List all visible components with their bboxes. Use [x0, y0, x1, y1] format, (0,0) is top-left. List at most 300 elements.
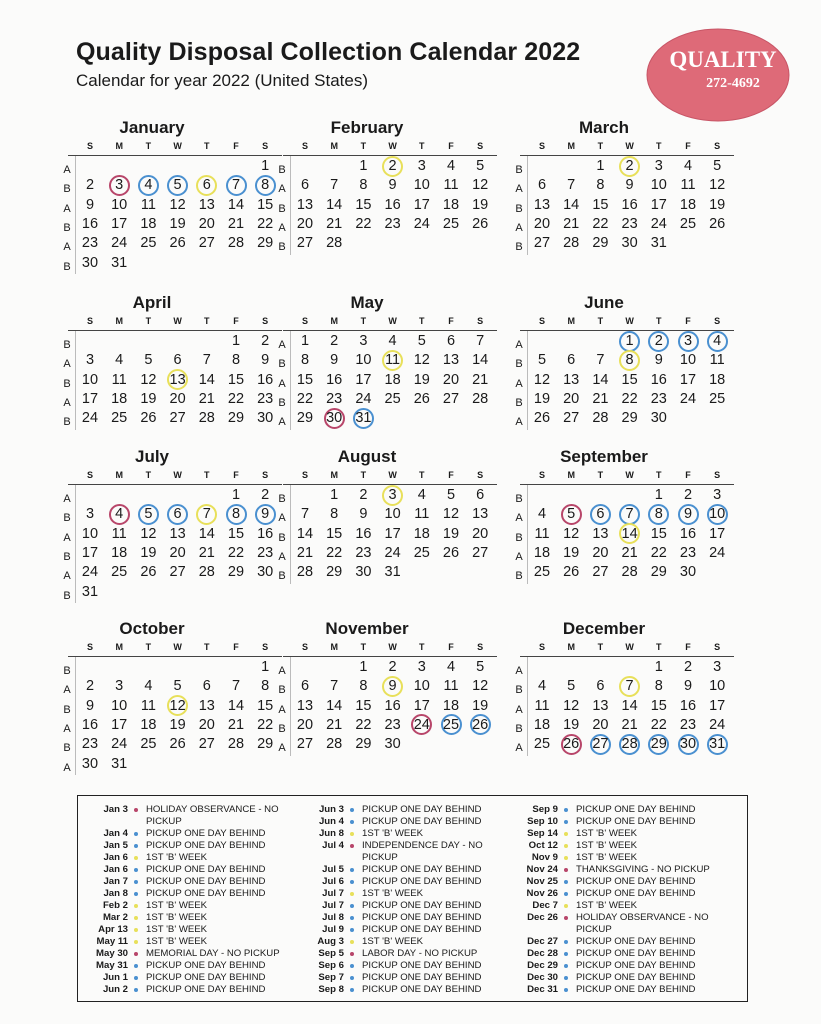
day-number: 12	[169, 697, 186, 714]
day-number: 20	[563, 390, 580, 407]
day-number: 16	[679, 697, 697, 714]
week-label: B	[515, 531, 523, 544]
day-number: 6	[300, 678, 310, 695]
weekday-header: T	[419, 642, 425, 652]
day-number: 13	[533, 196, 551, 213]
weekday-header: S	[477, 141, 484, 151]
week-label: B	[278, 531, 286, 544]
week-label: B	[278, 164, 286, 176]
day-number: 12	[709, 177, 726, 194]
day-number: 12	[472, 678, 489, 695]
day-number: 20	[296, 716, 314, 733]
legend-text: 1ST 'B' WEEK	[146, 912, 208, 923]
legend-date: Feb 2	[102, 900, 128, 911]
legend-text: 1ST 'B' WEEK	[576, 852, 638, 863]
day-number: 14	[326, 196, 343, 213]
day-number: 5	[476, 158, 485, 174]
day-number: 27	[563, 410, 580, 427]
day-number: 10	[679, 352, 697, 369]
legend-date: Aug 3	[317, 936, 344, 947]
legend-date: Sep 14	[527, 828, 558, 839]
day-number: 2	[625, 158, 634, 174]
day-number: 9	[359, 506, 368, 523]
day-number: 16	[384, 697, 401, 714]
weekday-header: S	[477, 470, 484, 480]
legend-dot-behind	[134, 832, 138, 836]
day-number: 13	[472, 506, 489, 523]
legend-date: Jul 4	[322, 840, 344, 851]
legend-date: Jul 7	[322, 888, 344, 899]
legend-date: Sep 5	[318, 948, 344, 959]
week-label: A	[63, 761, 71, 774]
day-number: 20	[169, 390, 186, 407]
day-number: 26	[563, 736, 580, 753]
day-number: 30	[257, 564, 274, 581]
day-number: 17	[111, 215, 128, 232]
day-number: 20	[592, 716, 609, 733]
day-number: 15	[650, 525, 667, 542]
weekday-header: W	[173, 316, 182, 326]
legend-date: Jan 5	[103, 840, 128, 851]
month-title: March	[578, 118, 630, 137]
legend-text: 1ST 'B' WEEK	[146, 924, 208, 935]
weekday-header: T	[419, 470, 425, 480]
day-number: 22	[257, 716, 274, 733]
weekday-header: S	[262, 642, 269, 652]
legend-dot-behind	[134, 892, 138, 896]
week-label: B	[278, 202, 286, 215]
month-title: October	[119, 619, 185, 638]
day-number: 2	[683, 659, 693, 675]
week-label: A	[515, 416, 523, 429]
day-number: 18	[442, 196, 460, 213]
day-number: 26	[169, 235, 186, 252]
day-number: 22	[326, 544, 343, 561]
weekday-header: S	[262, 141, 269, 151]
day-number: 28	[472, 390, 489, 407]
legend-date: Jul 7	[322, 900, 344, 911]
day-number: 30	[650, 410, 667, 427]
weekday-header: T	[204, 470, 210, 480]
day-number: 16	[257, 371, 274, 388]
day-number: 14	[621, 525, 638, 542]
day-number: 22	[650, 716, 667, 733]
day-number: 15	[592, 196, 609, 213]
legend-dot-holiday	[134, 952, 138, 956]
day-number: 26	[442, 544, 460, 561]
day-number: 18	[111, 390, 128, 407]
day-number: 29	[296, 410, 314, 427]
day-number: 8	[231, 352, 241, 369]
day-number: 13	[169, 525, 186, 542]
day-number: 12	[140, 525, 157, 542]
weekday-header: W	[625, 470, 634, 480]
legend-dot-behind	[134, 868, 138, 872]
week-label: A	[63, 570, 71, 583]
day-number: 5	[567, 506, 576, 523]
legend-dot-bweek	[350, 892, 354, 896]
day-number: 31	[650, 235, 667, 252]
legend-dot-bweek	[350, 940, 354, 944]
day-number: 20	[198, 215, 215, 232]
day-number: 8	[231, 506, 241, 523]
day-number: 19	[563, 544, 580, 561]
day-number: 15	[296, 371, 314, 388]
day-number: 22	[621, 390, 638, 407]
day-number: 7	[625, 678, 634, 695]
day-number: 18	[384, 371, 401, 388]
legend-date: Jan 4	[103, 828, 128, 839]
day-number: 7	[625, 506, 634, 523]
day-number: 11	[385, 352, 401, 369]
day-number: 20	[169, 544, 186, 561]
weekday-header: S	[86, 141, 93, 151]
legend-dot-behind	[564, 880, 568, 884]
day-number: 5	[446, 487, 456, 503]
day-number: 25	[111, 564, 128, 581]
day-number: 22	[227, 390, 245, 407]
day-number: 9	[683, 506, 693, 523]
day-number: 27	[296, 736, 314, 753]
day-number: 1	[654, 659, 663, 675]
day-number: 6	[476, 487, 485, 503]
day-number: 28	[198, 564, 215, 581]
week-label: A	[278, 512, 286, 525]
day-number: 4	[446, 659, 456, 675]
day-number: 3	[683, 333, 693, 349]
day-number: 18	[442, 697, 460, 714]
legend-date: Jun 8	[318, 828, 344, 839]
legend-date: Apr 13	[98, 924, 128, 935]
page-title: Quality Disposal Collection Calendar 2022	[76, 38, 581, 66]
legend-date: Dec 26	[527, 912, 558, 923]
legend-dot-behind	[134, 964, 138, 968]
weekday-header: W	[388, 470, 397, 480]
day-number: 30	[355, 564, 372, 581]
day-number: 3	[654, 158, 663, 174]
day-number: 4	[537, 506, 547, 523]
day-number: 28	[621, 564, 638, 581]
week-label: B	[515, 202, 523, 215]
day-number: 10	[81, 371, 99, 388]
day-number: 6	[173, 506, 182, 523]
legend-text: PICKUP ONE DAY BEHIND	[576, 972, 696, 983]
day-number: 27	[592, 736, 609, 753]
day-number: 19	[140, 390, 157, 407]
day-number: 1	[231, 333, 241, 349]
day-number: 5	[567, 678, 576, 695]
legend-date: Jul 5	[322, 864, 344, 875]
day-number: 14	[621, 697, 638, 714]
weekday-header: S	[477, 642, 484, 652]
weekday-header: S	[477, 316, 484, 326]
legend-text: PICKUP ONE DAY BEHIND	[362, 912, 482, 923]
day-number: 17	[709, 697, 726, 714]
legend-date: Jun 2	[102, 984, 128, 995]
legend-text: PICKUP ONE DAY BEHIND	[362, 960, 482, 971]
weekday-header: M	[567, 470, 575, 480]
day-number: 29	[592, 235, 609, 252]
legend-dot-behind	[350, 964, 354, 968]
day-number: 24	[413, 716, 430, 733]
day-number: 14	[296, 525, 314, 542]
weekday-header: W	[625, 642, 634, 652]
month-title: November	[325, 619, 409, 638]
weekday-header: S	[714, 141, 721, 151]
day-number: 25	[140, 736, 157, 753]
month-title: December	[562, 619, 646, 638]
day-number: 21	[326, 215, 343, 232]
legend-text: PICKUP ONE DAY BEHIND	[146, 984, 266, 995]
day-number: 29	[257, 736, 274, 753]
day-number: 12	[563, 697, 580, 714]
day-number: 22	[257, 215, 274, 232]
legend-text: 1ST 'B' WEEK	[576, 900, 638, 911]
day-number: 26	[563, 564, 580, 581]
day-number: 26	[140, 410, 157, 427]
legend-date: Dec 30	[527, 972, 558, 983]
legend-dot-behind	[350, 976, 354, 980]
day-number: 21	[472, 371, 489, 388]
week-label: A	[515, 183, 523, 196]
legend-date: Sep 10	[527, 816, 558, 827]
day-number: 14	[198, 525, 215, 542]
day-number: 5	[476, 659, 485, 675]
weekday-header: M	[330, 141, 338, 151]
weekday-header: S	[86, 316, 93, 326]
month-title: July	[134, 447, 170, 466]
weekday-header: M	[567, 642, 575, 652]
weekday-header: M	[330, 316, 338, 326]
month-title: January	[119, 118, 185, 137]
day-number: 1	[654, 487, 663, 503]
week-label: B	[63, 260, 71, 273]
day-number: 19	[169, 716, 186, 733]
day-number: 3	[359, 333, 368, 349]
weekday-header: S	[538, 470, 545, 480]
week-label: A	[278, 665, 286, 677]
week-label: B	[515, 241, 523, 254]
day-number: 6	[202, 678, 211, 695]
weekday-header: S	[301, 316, 308, 326]
week-label: A	[278, 183, 286, 196]
day-number: 25	[533, 736, 551, 753]
day-number: 21	[296, 544, 314, 561]
day-number: 8	[654, 506, 663, 523]
day-number: 27	[472, 544, 489, 561]
weekday-header: M	[330, 470, 338, 480]
legend-dot-behind	[134, 976, 138, 980]
weekday-header: M	[115, 141, 123, 151]
day-number: 14	[227, 196, 245, 213]
legend-date: Jun 4	[318, 816, 344, 827]
legend-dot-behind	[564, 808, 568, 812]
week-label: A	[63, 684, 71, 697]
logo-word: QUALITY	[669, 47, 777, 72]
week-label: A	[278, 703, 286, 716]
day-number: 15	[355, 697, 372, 714]
legend-dot-behind	[350, 880, 354, 884]
legend-text: PICKUP	[146, 816, 182, 827]
day-number: 24	[81, 564, 99, 581]
day-number: 3	[85, 506, 95, 523]
weekday-header: S	[262, 470, 269, 480]
day-number: 31	[709, 736, 726, 753]
week-label: B	[63, 221, 71, 234]
legend-dot-behind	[350, 988, 354, 992]
day-number: 1	[596, 158, 605, 174]
day-number: 7	[202, 506, 211, 523]
legend-text: PICKUP ONE DAY BEHIND	[576, 936, 696, 947]
weekday-header: W	[173, 470, 182, 480]
day-number: 11	[414, 506, 430, 523]
weekday-header: M	[330, 642, 338, 652]
day-number: 9	[261, 352, 270, 369]
day-number: 10	[709, 678, 726, 695]
legend-dot-bweek	[134, 856, 138, 860]
weekday-header: S	[714, 642, 721, 652]
day-number: 23	[81, 235, 99, 252]
weekday-header: T	[656, 642, 662, 652]
day-number: 2	[388, 158, 397, 174]
week-label: B	[515, 722, 523, 735]
day-number: 4	[144, 177, 153, 194]
legend-dot-behind	[350, 916, 354, 920]
day-number: 29	[621, 410, 638, 427]
day-number: 12	[533, 371, 551, 388]
day-number: 7	[300, 506, 310, 523]
week-label: B	[63, 703, 71, 716]
day-number: 9	[330, 352, 339, 369]
legend-text: PICKUP ONE DAY BEHIND	[576, 960, 696, 971]
day-number: 29	[326, 564, 343, 581]
weekday-header: S	[86, 642, 93, 652]
day-number: 15	[227, 525, 245, 542]
week-label: B	[278, 722, 286, 735]
day-number: 19	[140, 544, 157, 561]
week-label: B	[278, 241, 286, 254]
day-number: 20	[198, 716, 215, 733]
day-number: 23	[650, 390, 667, 407]
legend-date: Nov 24	[526, 864, 558, 875]
day-number: 29	[227, 410, 245, 427]
day-number: 3	[115, 678, 124, 695]
day-number: 28	[621, 736, 638, 753]
weekday-header: T	[204, 642, 210, 652]
legend-text: 1ST 'B' WEEK	[362, 888, 424, 899]
legend-date: Sep 9	[532, 804, 558, 815]
day-number: 20	[442, 371, 460, 388]
day-number: 12	[413, 352, 430, 369]
day-number: 13	[296, 196, 314, 213]
day-number: 7	[476, 333, 485, 349]
week-label: B	[63, 742, 71, 755]
day-number: 24	[679, 390, 697, 407]
week-label: A	[515, 221, 523, 234]
day-number: 7	[567, 177, 576, 194]
legend-dot-holiday	[134, 808, 138, 812]
day-number: 7	[202, 352, 211, 369]
day-number: 11	[709, 352, 725, 369]
weekday-header: S	[538, 316, 545, 326]
legend-date: Dec 29	[527, 960, 558, 971]
day-number: 4	[417, 487, 426, 503]
day-number: 27	[198, 736, 215, 753]
day-number: 25	[111, 410, 128, 427]
day-number: 26	[169, 736, 186, 753]
day-number: 11	[140, 697, 156, 714]
day-number: 26	[533, 410, 551, 427]
day-number: 25	[709, 390, 726, 407]
weekday-header: T	[419, 141, 425, 151]
month-title: August	[337, 447, 397, 466]
day-number: 16	[81, 215, 99, 232]
day-number: 20	[533, 215, 551, 232]
legend-date: Jan 6	[103, 864, 128, 875]
weekday-header: S	[301, 141, 308, 151]
legend-text: PICKUP ONE DAY BEHIND	[362, 984, 482, 995]
day-number: 21	[198, 544, 215, 561]
week-label: A	[63, 396, 71, 409]
weekday-header: F	[233, 470, 239, 480]
day-number: 4	[115, 352, 124, 369]
week-label: B	[63, 377, 71, 390]
day-number: 4	[115, 506, 124, 523]
day-number: 14	[563, 196, 580, 213]
weekday-header: T	[597, 642, 604, 652]
day-number: 9	[388, 678, 397, 695]
day-number: 6	[596, 678, 605, 695]
legend-text: PICKUP ONE DAY BEHIND	[576, 948, 696, 959]
legend-box	[77, 795, 748, 1002]
legend-text: PICKUP ONE DAY BEHIND	[146, 840, 266, 851]
month-title: September	[560, 447, 648, 466]
day-number: 15	[227, 371, 245, 388]
week-label: B	[63, 339, 71, 351]
day-number: 22	[592, 215, 609, 232]
legend-date: Mar 2	[102, 912, 128, 923]
weekday-header: S	[301, 470, 308, 480]
day-number: 12	[169, 196, 186, 213]
day-number: 18	[709, 371, 726, 388]
day-number: 23	[679, 716, 697, 733]
weekday-header: W	[173, 642, 182, 652]
day-number: 13	[296, 697, 314, 714]
day-number: 26	[709, 215, 726, 232]
day-number: 17	[709, 525, 726, 542]
day-number: 26	[472, 716, 489, 733]
legend-text: PICKUP ONE DAY BEHIND	[146, 876, 266, 887]
legend-date: May 30	[96, 948, 128, 959]
day-number: 27	[442, 390, 460, 407]
weekday-header: S	[714, 316, 721, 326]
legend-dot-bweek	[564, 844, 568, 848]
week-label: B	[63, 512, 71, 525]
week-label: A	[63, 722, 71, 735]
day-number: 1	[330, 487, 339, 503]
day-number: 18	[140, 215, 157, 232]
day-number: 5	[173, 678, 182, 695]
legend-date: Jul 8	[322, 912, 344, 923]
day-number: 29	[227, 564, 245, 581]
legend-dot-behind	[134, 880, 138, 884]
day-number: 10	[709, 506, 726, 523]
legend-date: Sep 6	[318, 960, 344, 971]
week-label: B	[515, 570, 523, 583]
day-number: 24	[81, 410, 99, 427]
day-number: 31	[111, 755, 128, 772]
weekday-header: S	[262, 316, 269, 326]
